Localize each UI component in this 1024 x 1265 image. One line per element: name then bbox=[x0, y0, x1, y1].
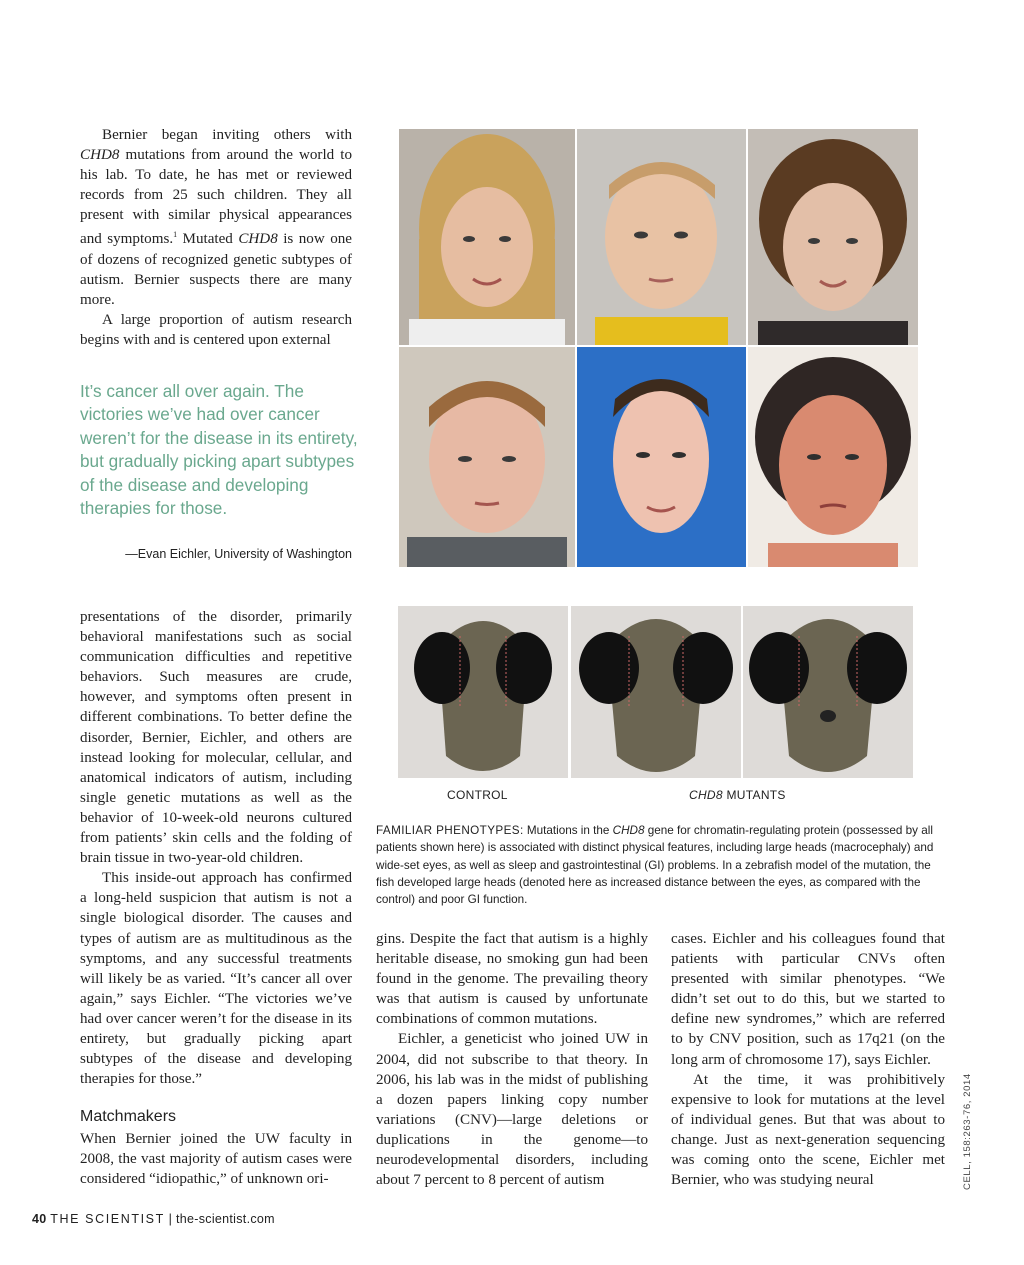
paragraph: gins. Despite the fact that autism is a highly heritable disease, no smoking gun had been found in the genome. The prevailing theory was that autism is caused by unfortunate combinations of common mutations. bbox=[376, 931, 648, 1028]
article-column-1-top bbox=[80, 125, 352, 350]
zebrafish-control-image bbox=[398, 606, 568, 778]
figure-label-mutants: CHD8 MUTANTS bbox=[689, 788, 786, 802]
paragraph: cases. Eichler and his colleagues found that patients with particular CNVs often presented with similar phenotypes. “We didn’t set out to do this, but we started to define new syndromes,” which are referred to by CNV position, such as 17q21 (on the long arm of chromosome 17), says Eichler. bbox=[671, 931, 945, 1068]
patient-photo bbox=[748, 129, 918, 345]
zebrafish-mutant-image bbox=[743, 606, 913, 778]
patient-photo bbox=[399, 347, 575, 567]
zebrafish-images bbox=[398, 606, 913, 778]
paragraph: presentations of the disorder, primarily behavioral manifestations such as social communication difficulties and repetitive behaviors. Such measures are crude, however, and symptoms often present in different combinations. To better define the disorder, Bernier, Eichler, and others are instead looking for molecular, cellular, and anatomical indicators of autism, including single genetic mutations as well as the behavior of 10-week-old neurons cultured from patients’ skin cells and the folding of brain tissue in two-year-old children. bbox=[80, 609, 352, 867]
article-column-2 bbox=[376, 929, 648, 1190]
paragraph: This inside-out approach has confirmed a long-held suspicion that autism is not a single biological disorder. The causes and types of autism are as multitudinous as the symptoms, and any successful treatments will likely be as varied. “It’s cancer all over again,” says Eichler. “The victories we’ve had over cancer weren’t for the disease in its entirety, but gradually picking apart subtypes of the disease and developing therapies for those.” bbox=[80, 870, 352, 1088]
article-column-1-middle bbox=[80, 607, 352, 1089]
website: the-scientist.com bbox=[175, 1212, 275, 1226]
paragraph: When Bernier joined the UW faculty in 2008, the vast majority of autism cases were considered “idiopathic,” of unknown ori- bbox=[80, 1131, 352, 1188]
section-heading: Matchmakers bbox=[80, 1108, 177, 1125]
paragraph: At the time, it was prohibitively expensive to look for mutations at the level of individual genes. But that was about to change. Just as next-generation sequencing was coming onto the scene, Eichler met Bernier, who was studying neural bbox=[671, 1071, 945, 1189]
paragraph: Eichler, a geneticist who joined UW in 2004, did not subscribe to that theory. In 2006, his lab was in the midst of publishing a dozen papers linking copy number variations (CNV)—large deletions or duplications in the genome—to neurodevelopmental disorders, including about 7 percent to 8 percent of autism bbox=[376, 1031, 648, 1189]
paragraph: A large proportion of autism research begins with and is centered upon external bbox=[80, 311, 352, 348]
figure-label-control: CONTROL bbox=[447, 788, 508, 802]
page-footer bbox=[32, 1212, 275, 1226]
image-credit: CELL, 158:263-76, 2014 bbox=[962, 1073, 973, 1190]
zebrafish-mutant-image bbox=[571, 606, 741, 778]
article-column-1-bottom bbox=[80, 1129, 352, 1189]
patient-photo bbox=[748, 347, 918, 567]
pull-quote-attribution: —Evan Eichler, University of Washington bbox=[125, 547, 352, 561]
patient-photo bbox=[399, 129, 575, 345]
patient-photo bbox=[577, 129, 746, 345]
patient-photo bbox=[577, 347, 746, 567]
figure-caption: FAMILIAR PHENOTYPES: Mutations in the CHD8 gene for chromatin-regulating protein (possessed by all patients shown here) is associated with distinct physical features, including large heads (macrocephaly) and wide-set eyes, as well as sleep and gastrointestinal (GI) problems. In a zebrafish model of the mutation, the fish developed large heads (denoted here as increased distance between the eyes, as compared with the control) and poor GI function. bbox=[376, 824, 934, 907]
page-number: 40 bbox=[32, 1212, 47, 1226]
magazine-name: THE SCIENTIST bbox=[50, 1212, 165, 1226]
paragraph: Bernier began inviting others with CHD8 mutations from around the world to his lab. To date, he has met or reviewed records from 25 such children. They all present with similar physical appearances and symptoms.$^1$ Mutated CHD8 is now one of dozens of recognized genetic subtypes of autism. Bernier suspects there are many more. bbox=[80, 127, 352, 308]
pull-quote: It’s cancer all over again. The victories we’ve had over cancer weren’t for the disease in its entirety, but gradually picking apart subtypes of the disease and developing therapies for those. bbox=[80, 381, 358, 519]
article-column-3 bbox=[671, 929, 945, 1190]
patient-photo-grid bbox=[399, 129, 918, 567]
footer-separator: | bbox=[168, 1212, 173, 1226]
